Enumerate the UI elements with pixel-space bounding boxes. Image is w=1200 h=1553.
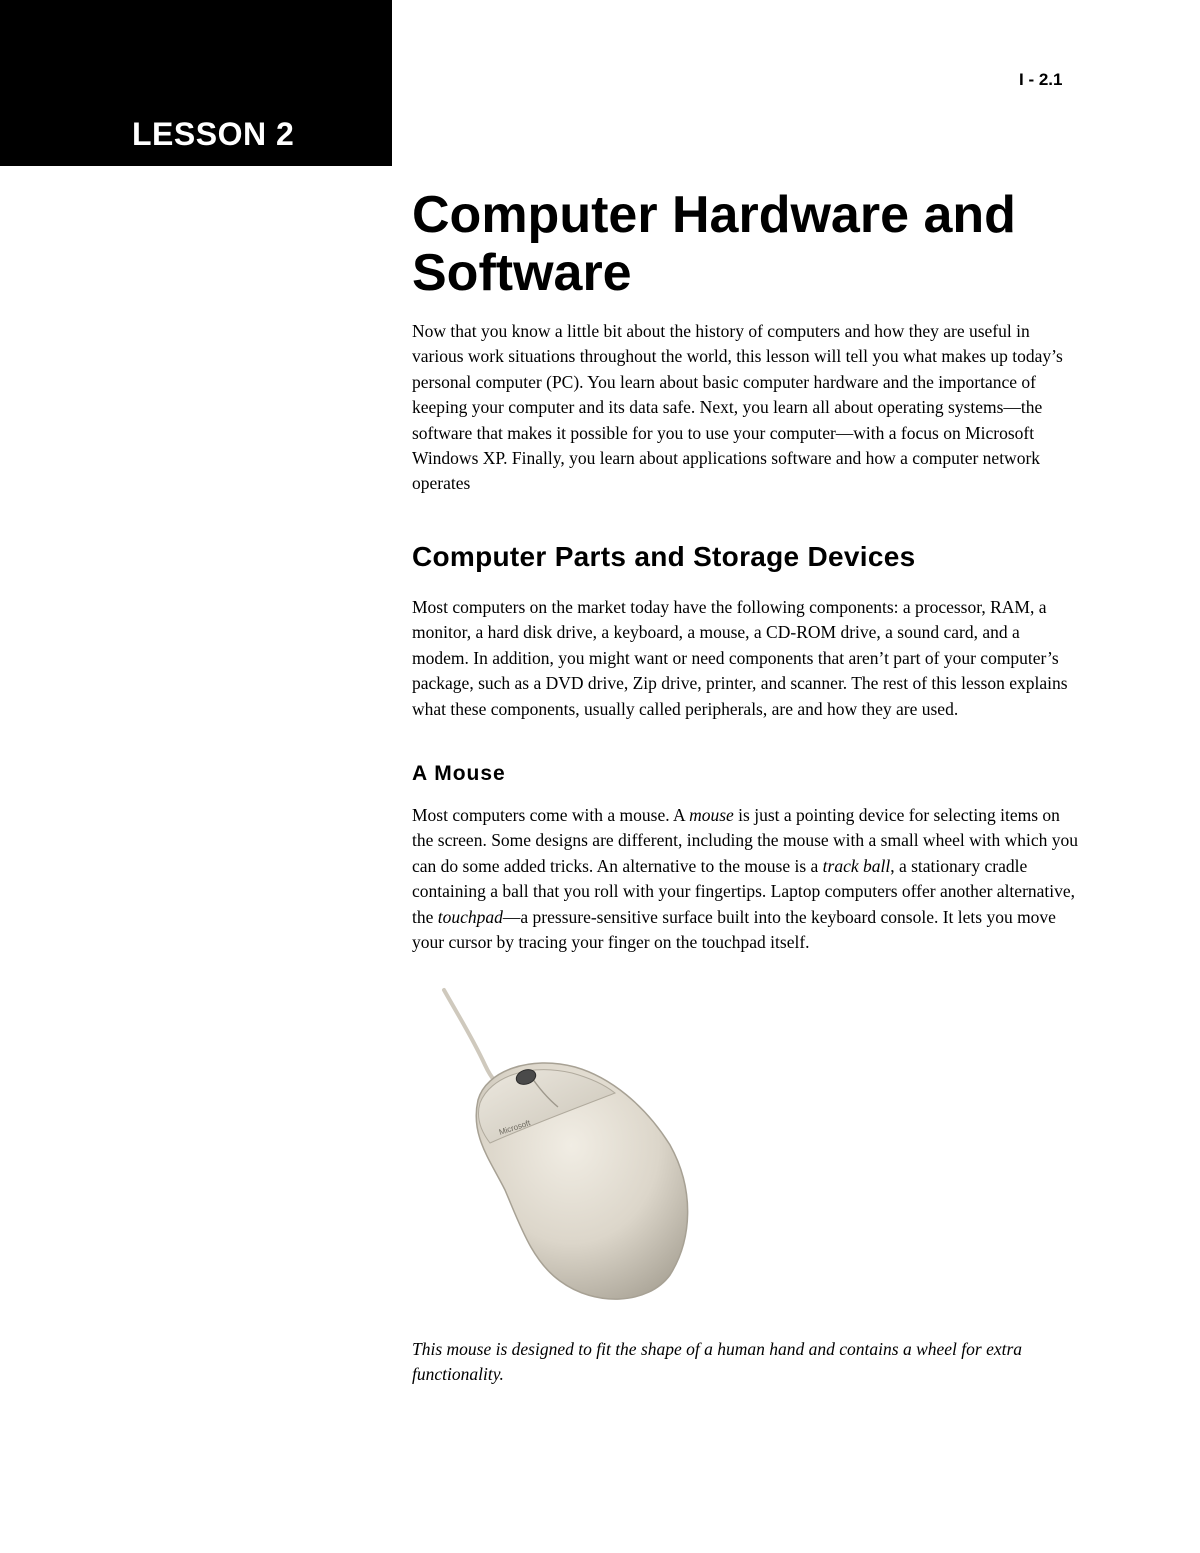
mouse-text-1: Most computers come with a mouse. A [412, 805, 690, 825]
computer-mouse-photo [420, 985, 710, 1305]
lesson-label: LESSON 2 [132, 116, 295, 152]
term-touchpad: touchpad [437, 906, 503, 927]
mouse-text-2: is just a pointing device for selecting items on the screen. Some designs are different, including the mouse with a small wheel with which you can do some added tricks. An alternative to the mouse is a [412, 805, 1078, 876]
mouse-paragraph [412, 803, 1080, 955]
brand-logo: Microsoft [497, 1118, 532, 1137]
mouse-text-3: , a stationary cradle containing a ball that you roll with your fingertips. Laptop computers offer another alternative, the [412, 855, 1076, 927]
mouse-illustration [420, 985, 710, 1305]
section-paragraph: Most computers on the market today have the following components: a processor, RAM, a monitor, a hard disk drive, a keyboard, a mouse, a CD-ROM drive, a sound card, and a modem. In addition, you might want or need components that aren’t part of your computer’s package, such as a DVD drive, Zip drive, printer, and scanner. The rest of this lesson explains what these components, usually called peripherals, are and how they are used. [412, 597, 1068, 719]
cable [444, 990, 505, 1089]
page-title: Computer Hardware and Software [412, 186, 1016, 302]
section-heading: Computer Parts and Storage Devices [412, 541, 916, 572]
intro-paragraph: Now that you know a little bit about the history of computers and how they are useful in various work situations throughout the world, this lesson will tell you what makes up today’s personal computer (PC). You learn about basic computer hardware and the importance of keeping your computer and its data safe. Next, you learn all about operating systems—the software that makes it possible for you to use your computer—with a focus on Microsoft Windows XP. Finally, you learn about applications software and how a computer network operates [412, 321, 1063, 494]
term-mouse: mouse [689, 805, 734, 825]
subsection-heading: A Mouse [412, 762, 506, 785]
mouse-text-4: —a pressure-sensitive surface built into the keyboard console. It lets you move your cursor by tracing your finger on the touchpad itself. [412, 906, 1056, 953]
lesson-banner [0, 0, 392, 166]
figure-caption: This mouse is designed to fit the shape of a human hand and contains a wheel for extra functionality. [412, 1339, 1023, 1385]
page-number: I - 2.1 [1019, 70, 1063, 89]
term-track-ball: track ball [822, 855, 891, 876]
